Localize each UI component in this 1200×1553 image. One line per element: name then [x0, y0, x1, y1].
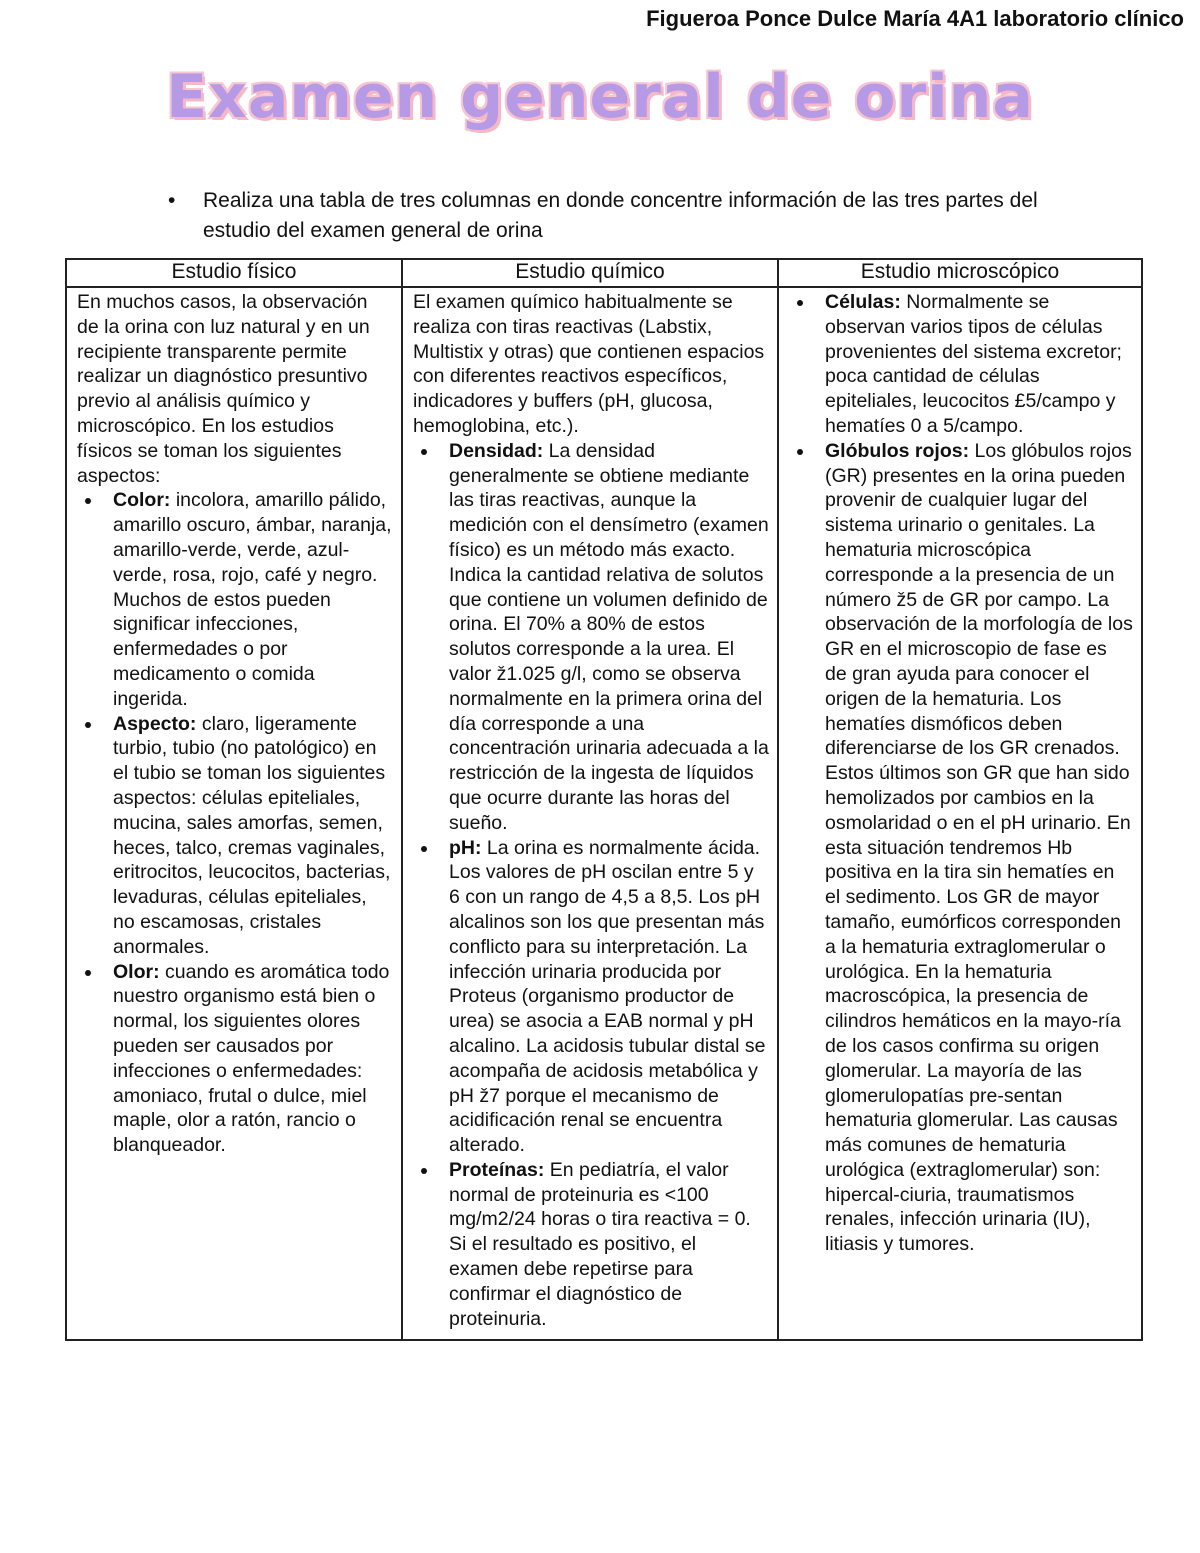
item-text: La orina es normalmente ácida. Los valores de pH oscilan entre 5 y 6 con un rango de 4,5 a 8,5. Los pH alcalinos son los que presentan más conflicto para su interpretación. La infección urinaria producida por Proteus (organismo productor de urea) se asocia a EAB normal y pH alcalino. La acidosis tubular distal se acompaña de acidosis metabólica y pH ž7 porque el mecanismo de acidificación renal se encuentra alterado. — [449, 836, 766, 1157]
microscopico-list — [789, 290, 1133, 1257]
header-fisico: Estudio físico — [66, 259, 402, 287]
item-text: Normalmente se observan varios tipos de células provenientes del sistema excretor; poca cantidad de células epiteliales, leucocitos £5/campo y hematíes 0 a 5/campo. — [825, 291, 1122, 437]
instruction-item — [168, 186, 1068, 246]
quimico-list — [413, 439, 769, 1332]
item-text: cuando es aromática todo nuestro organismo está bien o normal, los siguientes olores pueden ser causados por infecciones o enfermedades: amoniaco, frutal o dulce, miel maple, olor a ratón, rancio o blanqueador. — [113, 960, 390, 1157]
item-text: La densidad generalmente se obtiene mediante las tiras reactivas, aunque la medición con el densímetro (examen físico) es un método más exacto. Indica la cantidad relativa de solutos que contiene un volumen definido de orina. El 70% a 80% de estos solutos corresponde a la urea. El valor ž1.025 g/l, como se observa normalmente en la primera orina del día corresponde a una concentración urinaria adecuada a la restricción de la ingesta de líquidos que ocurre durante las horas del sueño. — [449, 439, 769, 834]
item-term: Color: — [113, 489, 171, 512]
item-text: incolora, amarillo pálido, amarillo oscuro, ámbar, naranja, amarillo-verde, verde, azul-verde, rosa, rojo, café y negro. Muchos de estos pueden significar infecciones, enfermedades o por medicamento o comida ingerida. — [113, 489, 392, 710]
item-text: Los glóbulos rojos (GR) presentes en la orina pueden provenir de cualquier lugar del sistema urinario o genitales. La hematuria microscópica corresponde a la presencia de un número ž5 de GR por campo. La observación de la morfología de los GR en el microscopio de fase es de gran ayuda para conocer el origen de la hematuria. Los hematíes dismóficos deben diferenciarse de los GR crenados. Estos últimos son GR que han sido hemolizados por cambios en la osmolaridad o en el pH urinario. En esta situación tendremos Hb positiva en la tira sin hematíes en el sedimento. Los GR de mayor tamaño, eumórficos corresponden a la hematuria extraglomerular o urológica. En la hematuria macroscópica, la presencia de cilindros hemáticos en la mayo-ría de los casos confirma su origen glomerular. La mayoría de las glomerulopatías pre-sentan hematuria glomerular. Las causas más comunes de hematuria urológica (extraglomerular) son: hipercal-ciuria, traumatismos renales, infección urinaria (IU), litiasis y tumores. — [825, 439, 1133, 1256]
list-item — [815, 439, 1133, 1257]
item-term: Proteínas: — [449, 1158, 545, 1181]
fisico-intro: En muchos casos, la observación de la orina con luz natural y en un recipiente transparente permite realizar un diagnóstico presuntivo previo al análisis químico y microscópico. En los estudios físicos se toman los siguientes aspectos: — [77, 291, 370, 487]
list-item — [439, 1158, 769, 1332]
cell-fisico — [66, 287, 402, 1340]
list-item — [815, 290, 1133, 439]
cell-quimico — [402, 287, 778, 1340]
list-item — [439, 439, 769, 836]
list-item — [103, 712, 393, 960]
table-header-row — [66, 259, 1142, 287]
quimico-intro: El examen químico habitualmente se realiza con tiras reactivas (Labstix, Multistix y otras) que contienen espacios con diferentes reactivos específicos, indicadores y buffers (pH, glucosa, hemoglobina, etc.). — [413, 291, 765, 437]
item-term: Células: — [825, 291, 901, 313]
item-text: claro, ligeramente turbio, tubio (no patológico) en el tubio se toman los siguientes aspectos: células epiteliales, mucina, sales amorfas, semen, heces, talco, cremas vaginales, eritrocitos, leucocitos, bacterias, levaduras, células epiteliales, no escamosas, cristales anormales. — [113, 712, 391, 958]
instruction-text: Realiza una tabla de tres columnas en donde concentre información de las tres partes del estudio del examen general de orina — [203, 189, 1038, 242]
author-header: Figueroa Ponce Dulce María 4A1 laboratorio clínico — [646, 6, 1184, 31]
fisico-list — [77, 488, 393, 1158]
header-microscopico: Estudio microscópico — [778, 259, 1142, 287]
item-term: Aspecto: — [113, 712, 197, 735]
list-item — [439, 836, 769, 1158]
study-table — [65, 258, 1143, 1341]
item-term: pH: — [449, 836, 482, 859]
item-term: Olor: — [113, 960, 160, 983]
header-quimico: Estudio químico — [402, 259, 778, 287]
item-term: Densidad: — [449, 439, 544, 462]
item-text: En pediatría, el valor normal de proteinuria es <100 mg/m2/24 horas o tira reactiva = 0. Si el resultado es positivo, el examen debe repetirse para confirmar el diagnóstico de proteinuria. — [449, 1158, 751, 1330]
page-title: Examen general de orina — [166, 62, 1034, 132]
table-row — [66, 287, 1142, 1340]
list-item — [103, 960, 393, 1158]
list-item — [103, 488, 393, 711]
cell-microscopico — [778, 287, 1142, 1340]
item-term: Glóbulos rojos: — [825, 439, 970, 462]
bullet-icon: • — [168, 189, 176, 212]
